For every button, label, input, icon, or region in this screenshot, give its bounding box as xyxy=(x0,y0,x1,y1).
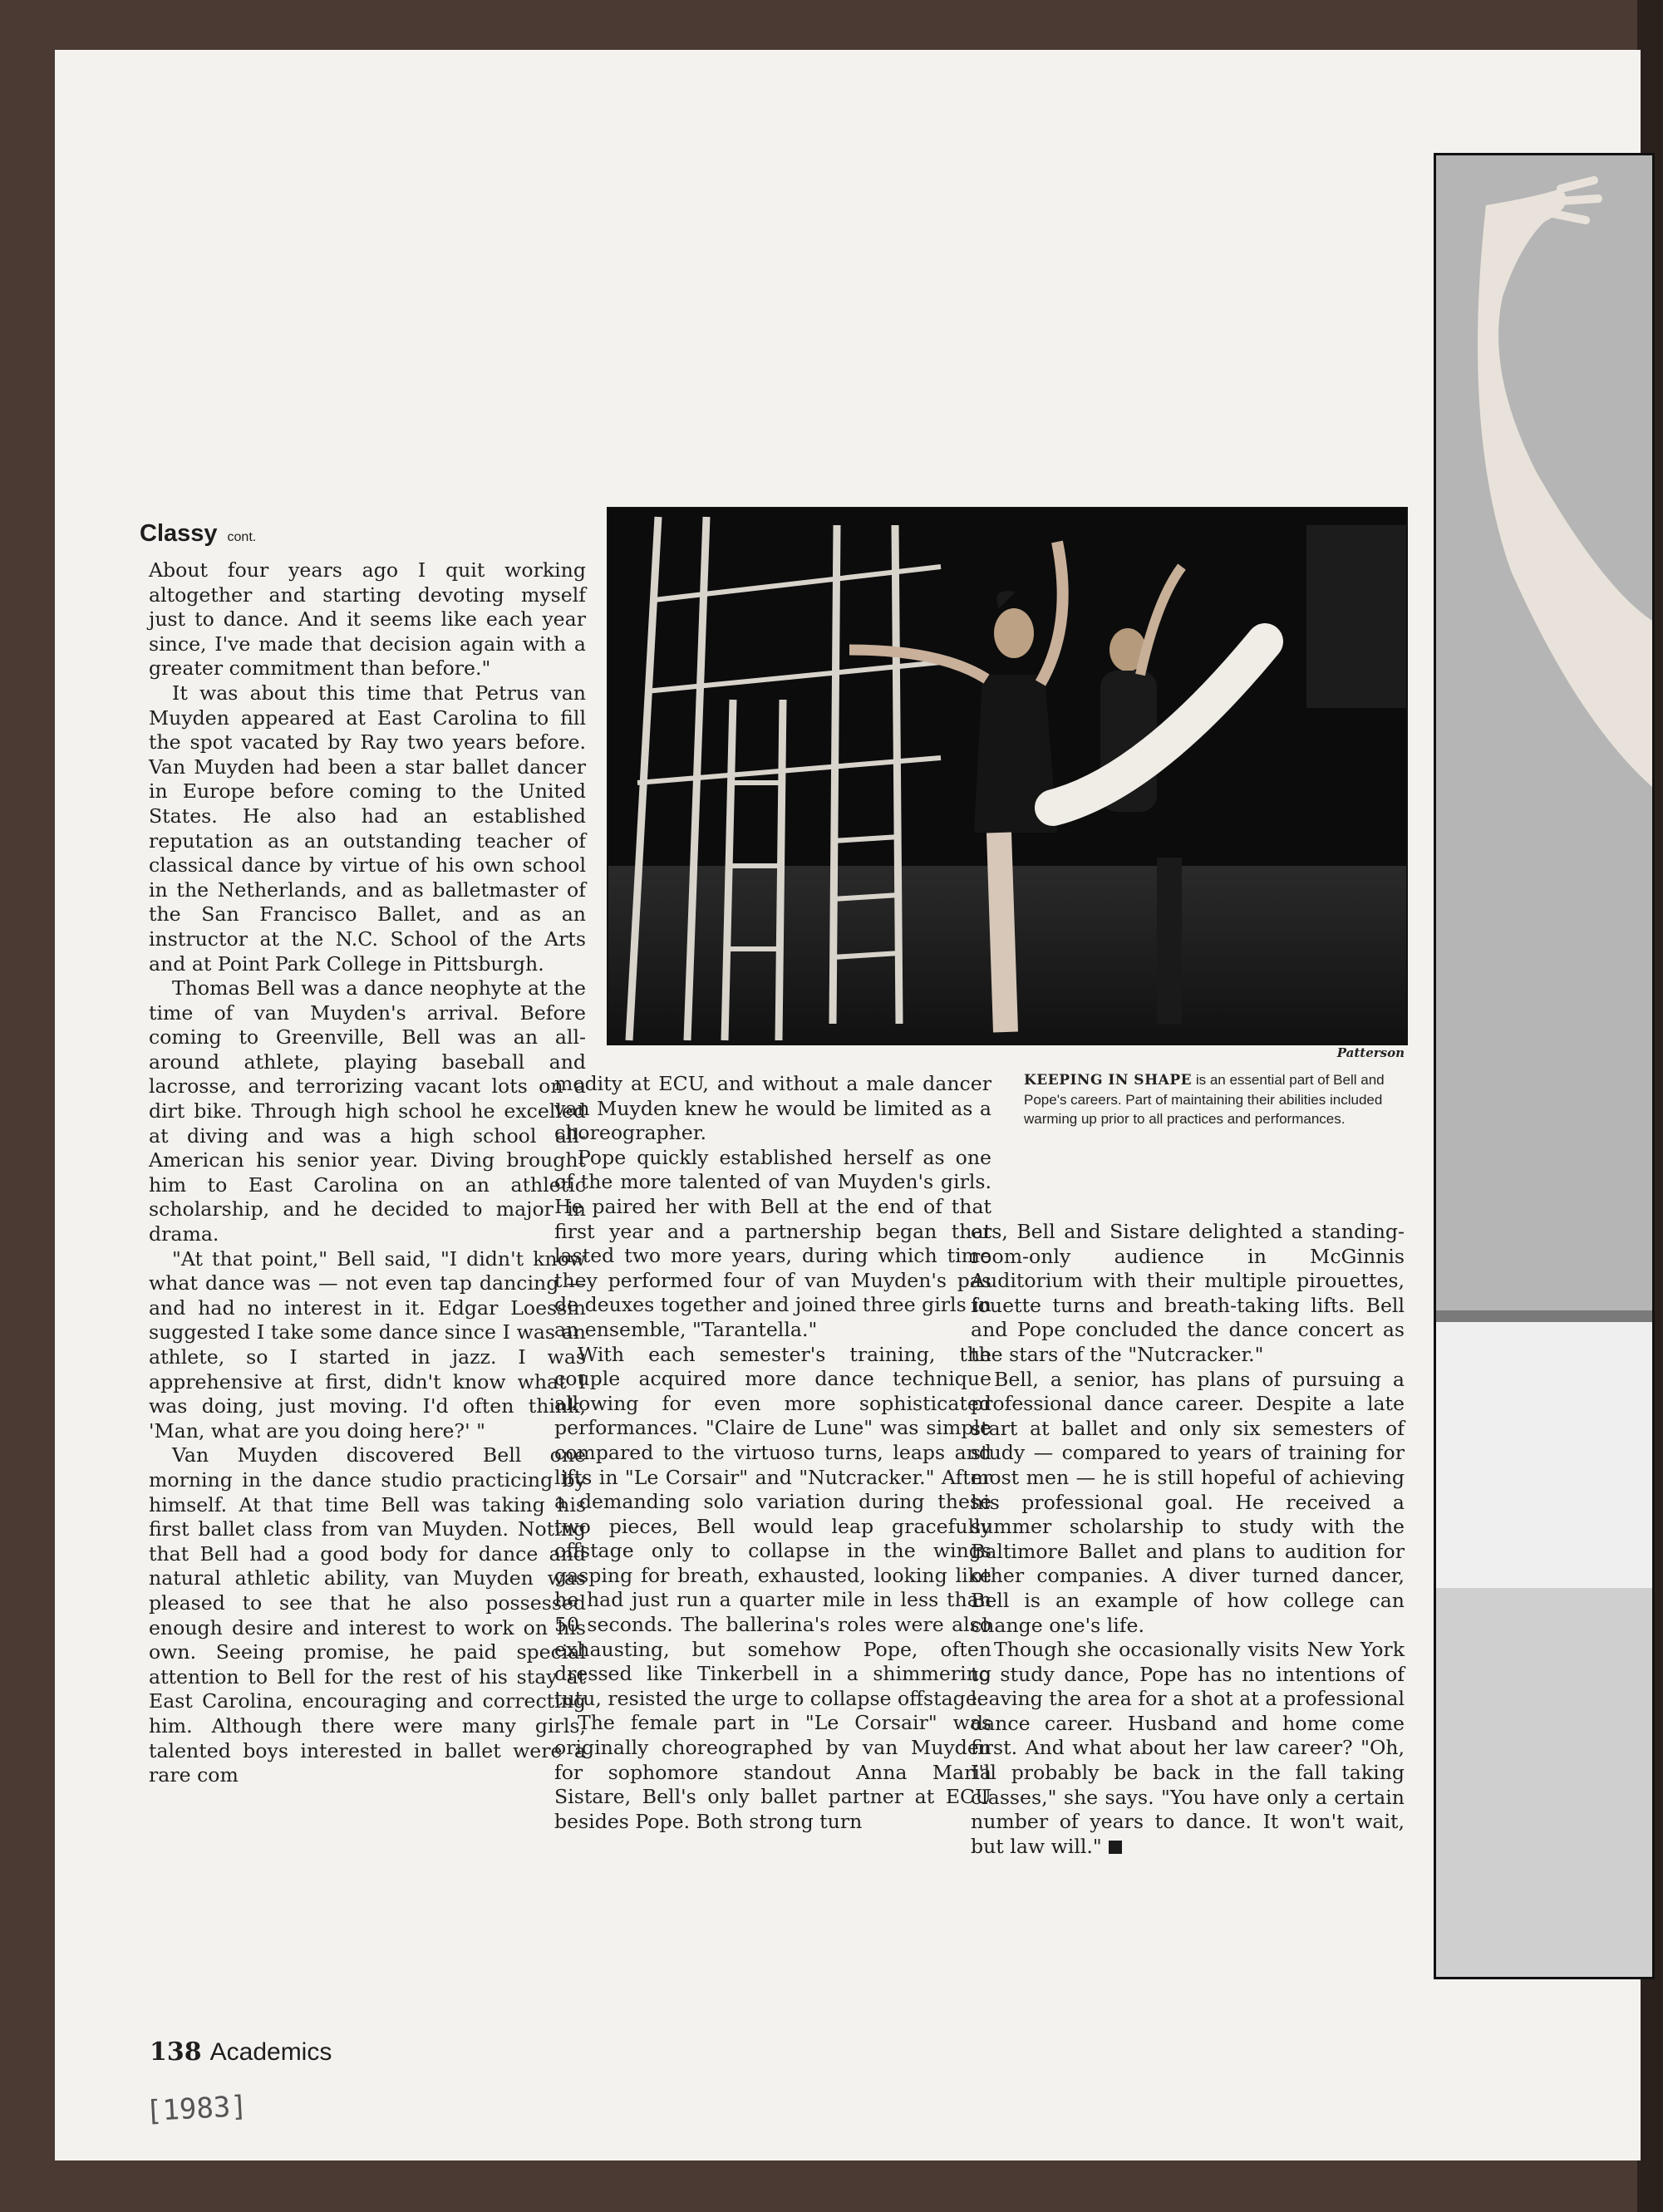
photo-credit: Patterson xyxy=(1336,1045,1405,1060)
dancer-arm-illustration xyxy=(1436,155,1652,1977)
paragraph: The female part in "Le Corsair" was originally choreographed by van Muyden for sophomore standout Anna Maria Sistare, Bell's only ballet partner at ECU besides Pope. Both strong turn xyxy=(554,1711,991,1833)
paragraph: Pope quickly established herself as one of the more talented of van Muyden's girls. He paired her with Bell at the end of that first year and a partnership began that lasted two more years, during which time they performed four of van Muyden's pas de deuxes together and joined three girls in an ensemble, "Tarantella." xyxy=(554,1145,991,1341)
paragraph: modity at ECU, and without a male dancer van Muyden knew he would be limited as a choreographer. xyxy=(554,1072,991,1145)
closing-paragraph-text: Though she occasionally visits New York to study dance, Pope has no intentions of leaving the area for a shot at a professional dance career. Husband and home come first. And what about her law career? "Oh, I'll probably be back in the fall taking classes," she says. "You have only a certain number of years to dance. It won't wait, but law will." xyxy=(971,1638,1405,1858)
end-mark-icon xyxy=(1109,1841,1122,1854)
caption-text: is an essential part of Bell and Pope's careers. Part of maintaining their abilities included warming up prior to all practices and performances. xyxy=(1024,1072,1385,1127)
paragraph: "At that point," Bell said, "I didn't know what dance was — not even tap dancing — and had no interest in it. Edgar Loessin suggested I take some dance since I was an athlete, so I started in jazz. I was apprehensive at first, didn't know what I was doing, just moving. I'd often think, 'Man, what are you doing here?' " xyxy=(149,1246,586,1443)
paragraph: With each semester's training, the couple acquired more dance technique allowing for even more sophisticated performances. "Claire de Lune" was simple compared to the virtuoso turns, leaps and lifts in "Le Corsair" and "Nutcracker." After a demanding solo variation during these two pieces, Bell would leap gracefully offstage only to collapse in the wings gasping for breath, exhausted, looking like he had just run a quarter mile in less than 50 seconds. The ballerina's roles were also exhausting, but somehow Pope, often dressed like Tinkerbell in a shimmering tutu, resisted the urge to collapse offstage. xyxy=(554,1342,991,1710)
paragraph: It was about this time that Petrus van Muyden appeared at East Carolina to fill the spot vacated by Ray two years before. Van Muyden had been a star ballet dancer in Europe before coming to the United States. He also had an established reputation as an outstanding teacher of classical dance by virtue of his own school in the Netherlands, and as balletmaster of the San Francisco Ballet, and as an instructor at the N.C. School of the Arts and at Point Park College in Pittsburgh. xyxy=(149,681,586,976)
dance-photo xyxy=(607,507,1408,1045)
caption-lead: KEEPING IN SHAPE xyxy=(1024,1072,1193,1089)
paragraph xyxy=(971,1638,1405,1859)
text-column-2 xyxy=(554,1072,991,1834)
text-column-1 xyxy=(149,558,586,1788)
continued-label: cont. xyxy=(227,530,257,544)
article-heading xyxy=(140,520,256,548)
text-column-3 xyxy=(971,1220,1405,1859)
dance-photo-illustration xyxy=(608,509,1406,1044)
paragraph: Van Muyden discovered Bell one morning in the dance studio practicing by himself. At that time Bell was taking his first ballet class from van Muyden. Noting that Bell had a good body for dance and natural athletic ability, van Muyden was pleased to see that he also possessed enough desire and interest to work on his own. Seeing promise, he paid special attention to Bell for the rest of his stay at East Carolina, encouraging and correcting him. Although there were many girls, talented boys interested in ballet were a rare com xyxy=(149,1443,586,1787)
section-name: Academics xyxy=(209,2038,332,2066)
article-title: Classy xyxy=(140,520,218,547)
photo-caption xyxy=(1024,1070,1405,1128)
dancer-arm-photo xyxy=(1434,153,1655,1979)
page-folio xyxy=(150,2037,332,2067)
paragraph: About four years ago I quit working altogether and starting devoting myself just to dance. And it seems like each year since, I've made that decision again with a greater commitment than before." xyxy=(149,558,586,681)
paragraph: Thomas Bell was a dance neophyte at the time of van Muyden's arrival. Before coming to Greenville, Bell was an all-around athlete, playing baseball and lacrosse, and terrorizing vacant lots on a dirt bike. Through high school he excelled at diving and was a high school all-American his senior year. Diving brought him to East Carolina on an athletic scholarship, and he decided to major in drama. xyxy=(149,976,586,1246)
paragraph: ers, Bell and Sistare delighted a standing-room-only audience in McGinnis Auditorium with their multiple pirouettes, fouette turns and breath-taking lifts. Bell and Pope concluded the dance concert as the stars of the "Nutcracker." xyxy=(971,1220,1405,1366)
paragraph: Bell, a senior, has plans of pursuing a professional dance career. Despite a late start at ballet and only six semesters of study — compared to years of training for most men — he is still hopeful of achieving his professional goal. He received a summer scholarship to study with the Baltimore Ballet and plans to audition for other companies. A diver turned dancer, Bell is an example of how college can change one's life. xyxy=(971,1367,1405,1637)
handwritten-year-note: [1983] xyxy=(145,2089,248,2129)
page-number: 138 xyxy=(150,2037,202,2067)
